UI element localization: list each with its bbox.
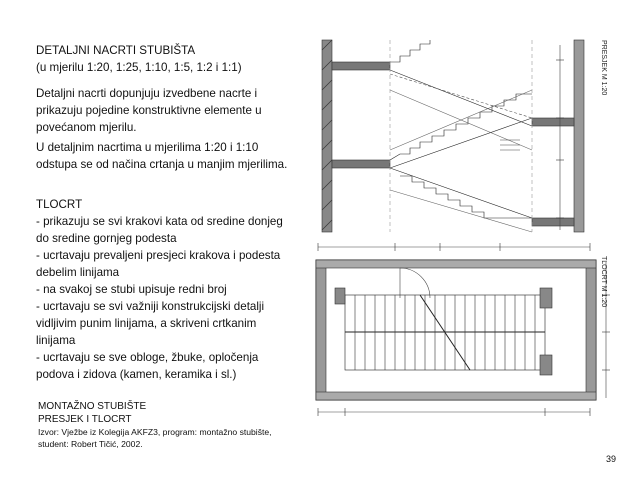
tlocrt-item: - na svakoj se stubi upisuje redni broj — [36, 283, 227, 296]
paragraph-2-text: U detaljnim nacrtima u mjerilima 1:20 i 1:10 odstupa se od načina crtanja u manjim mjerilima. — [36, 141, 288, 171]
tlocrt-item: - ucrtavaju prevaljeni presjeci krakova i podesta debelim linijama — [36, 249, 281, 279]
caption-source: Izvor: Vježbe iz Kolegija AKFZ3, program: montažno stubište, student: Robert Tičić, 2002. — [38, 427, 272, 449]
paragraph-1-text: Detaljni nacrti dopunjuju izvedbene nacrte i prikazuju pojedine konstruktivne elemente u povećanom mjerilu. — [36, 87, 262, 134]
tlocrt-item: - prikazuju se svi krakovi kata od sredine donjeg do sredine gornjeg podesta — [36, 215, 283, 245]
plan-drawing — [316, 243, 610, 416]
tlocrt-item: - ucrtavaju se sve obloge, žbuke, opločenja podova i zidova (kamen, keramika i sl.) — [36, 351, 259, 381]
tlocrt-heading: TLOCRT — [36, 198, 83, 211]
page-number: 39 — [606, 454, 617, 464]
intro-scales: (u mjerilu 1:20, 1:25, 1:10, 1:5, 1:2 i 1:1) — [36, 61, 242, 74]
caption-line-1: MONTAŽNO STUBIŠTE — [38, 401, 147, 412]
intro-title: DETALJNI NACRTI STUBIŠTA — [36, 44, 196, 57]
plan-label: TLOCRT M 1:20 — [600, 256, 607, 308]
section-label: PRESJEK M 1:20 — [600, 40, 607, 96]
tlocrt-item: - ucrtavaju se svi važniji konstrukcijski detalji vidljivim punim linijama, a skriveni crtkanim linijama — [36, 300, 265, 347]
caption-line-2: PRESJEK I TLOCRT — [38, 413, 132, 425]
section-drawing — [322, 40, 584, 232]
